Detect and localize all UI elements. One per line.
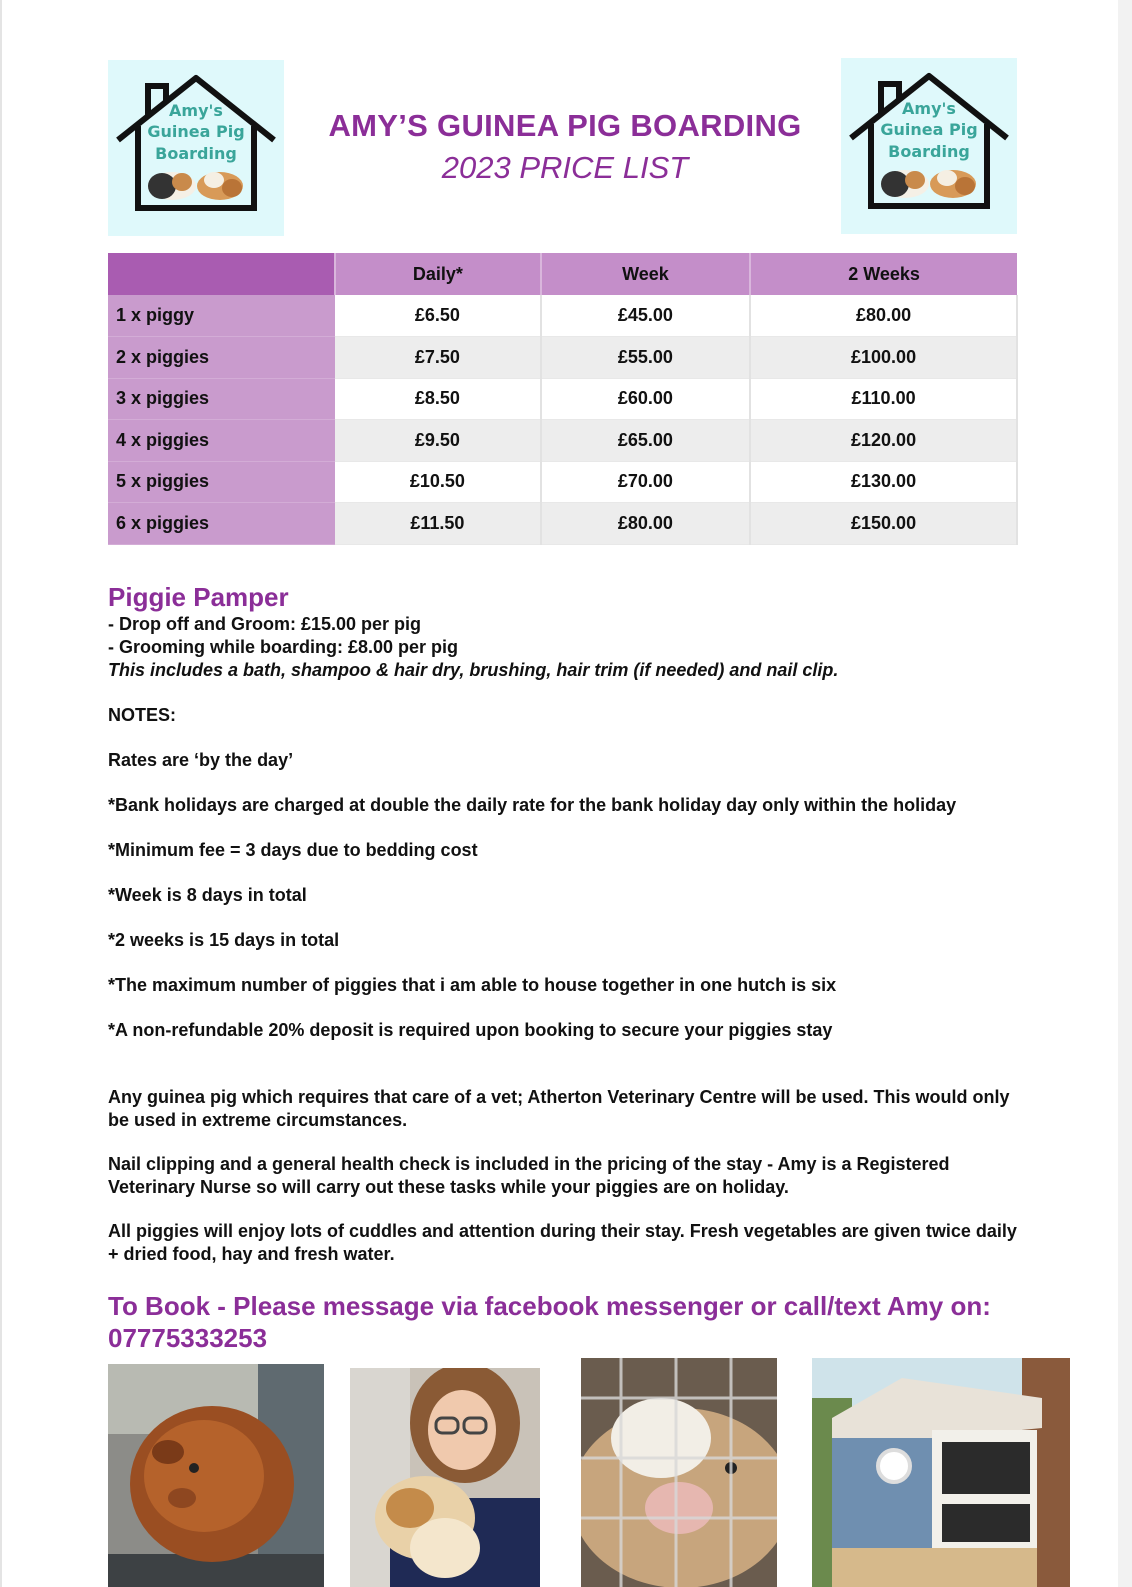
note-item: *Week is 8 days in total	[108, 885, 307, 905]
booking-phone: 07775333253	[108, 1323, 268, 1353]
table-corner-cell	[108, 253, 335, 295]
table-row	[108, 378, 1017, 420]
price-cell: £65.00	[541, 420, 750, 462]
price-cell: £10.50	[335, 461, 541, 503]
price-cell: £120.00	[750, 420, 1017, 462]
price-cell: £55.00	[541, 337, 750, 379]
note-item: *Minimum fee = 3 days due to bedding cost	[108, 840, 478, 860]
row-label: 4 x piggies	[108, 420, 335, 462]
column-header: 2 Weeks	[750, 253, 1017, 295]
price-cell: £110.00	[750, 378, 1017, 420]
pamper-item: - Grooming while boarding: £8.00 per pig	[108, 637, 459, 657]
pamper-item: - Drop off and Groom: £15.00 per pig	[108, 614, 422, 634]
price-cell: £150.00	[750, 503, 1017, 545]
notes-section	[108, 704, 1028, 1042]
price-cell: £60.00	[541, 378, 750, 420]
booking-text: To Book - Please message via facebook messenger or call/text Amy on:	[108, 1291, 991, 1321]
price-cell: £6.50	[335, 295, 541, 337]
notes-heading: NOTES:	[108, 705, 177, 725]
note-item: Rates are ‘by the day’	[108, 750, 294, 770]
page-subtitle: 2023 PRICE LIST	[441, 150, 689, 185]
row-label: 3 x piggies	[108, 378, 335, 420]
nail-paragraph: Nail clipping and a general health check is included in the pricing of the stay - Amy is a Registered Veterinary Nurse so will carry out these tasks while your piggies are on holiday.	[108, 1154, 950, 1197]
logo-right	[841, 58, 1017, 234]
price-cell: £80.00	[750, 295, 1017, 337]
column-header: Week	[541, 253, 750, 295]
house-logo-icon	[841, 58, 1017, 234]
vet-paragraph: Any guinea pig which requires that care of a vet; Atherton Veterinary Centre will be used. This would only be used in extreme circumstances.	[108, 1087, 1010, 1130]
price-cell: £130.00	[750, 461, 1017, 503]
note-item: *2 weeks is 15 days in total	[108, 930, 340, 950]
note-item: *A non-refundable 20% deposit is required upon booking to secure your piggies stay	[108, 1020, 833, 1040]
logo-line2: Guinea Pig	[880, 120, 978, 139]
price-cell: £80.00	[541, 503, 750, 545]
price-cell: £100.00	[750, 337, 1017, 379]
logo-left	[108, 60, 284, 236]
logo-line3: Boarding	[155, 144, 237, 163]
table-row	[108, 461, 1017, 503]
row-label: 6 x piggies	[108, 503, 335, 545]
note-item: *Bank holidays are charged at double the daily rate for the bank holiday day only within the holiday	[108, 795, 957, 815]
nurse-holding-guinea-pig-photo	[350, 1368, 540, 1587]
logo-line2: Guinea Pig	[147, 122, 245, 141]
row-label: 1 x piggy	[108, 295, 335, 337]
photo-strip	[0, 1358, 1132, 1587]
price-table	[108, 253, 1018, 545]
price-cell: £11.50	[335, 503, 541, 545]
table-row	[108, 420, 1017, 462]
logo-line1: Amy's	[902, 99, 956, 118]
guinea-pig-closeup-photo	[581, 1358, 777, 1587]
table-row	[108, 337, 1017, 379]
price-cell: £9.50	[335, 420, 541, 462]
hutch-photo	[812, 1358, 1070, 1587]
price-cell: £8.50	[335, 378, 541, 420]
cuddles-paragraph: All piggies will enjoy lots of cuddles and attention during their stay. Fresh vegetables are given twice daily + dried food, hay and fresh water.	[108, 1221, 1017, 1264]
content-section	[108, 582, 1028, 1354]
table-header-row	[108, 253, 1017, 295]
row-label: 5 x piggies	[108, 461, 335, 503]
price-cell: £70.00	[541, 461, 750, 503]
price-cell: £7.50	[335, 337, 541, 379]
pamper-heading: Piggie Pamper	[108, 582, 289, 612]
booking-section	[108, 1290, 1028, 1354]
table-row	[108, 503, 1017, 545]
row-label: 2 x piggies	[108, 337, 335, 379]
page-title: AMY’S GUINEA PIG BOARDING	[328, 108, 802, 143]
logo-line1: Amy's	[169, 101, 223, 120]
pamper-note: This includes a bath, shampoo & hair dry, brushing, hair trim (if needed) and nail clip.	[108, 660, 839, 680]
price-cell: £45.00	[541, 295, 750, 337]
note-item: *The maximum number of piggies that i am able to house together in one hutch is six	[108, 975, 837, 995]
table-row	[108, 295, 1017, 337]
guinea-pig-photo	[108, 1364, 324, 1587]
house-logo-icon	[108, 60, 284, 236]
column-header: Daily*	[335, 253, 541, 295]
logo-line3: Boarding	[888, 142, 970, 161]
page-header	[290, 108, 840, 186]
